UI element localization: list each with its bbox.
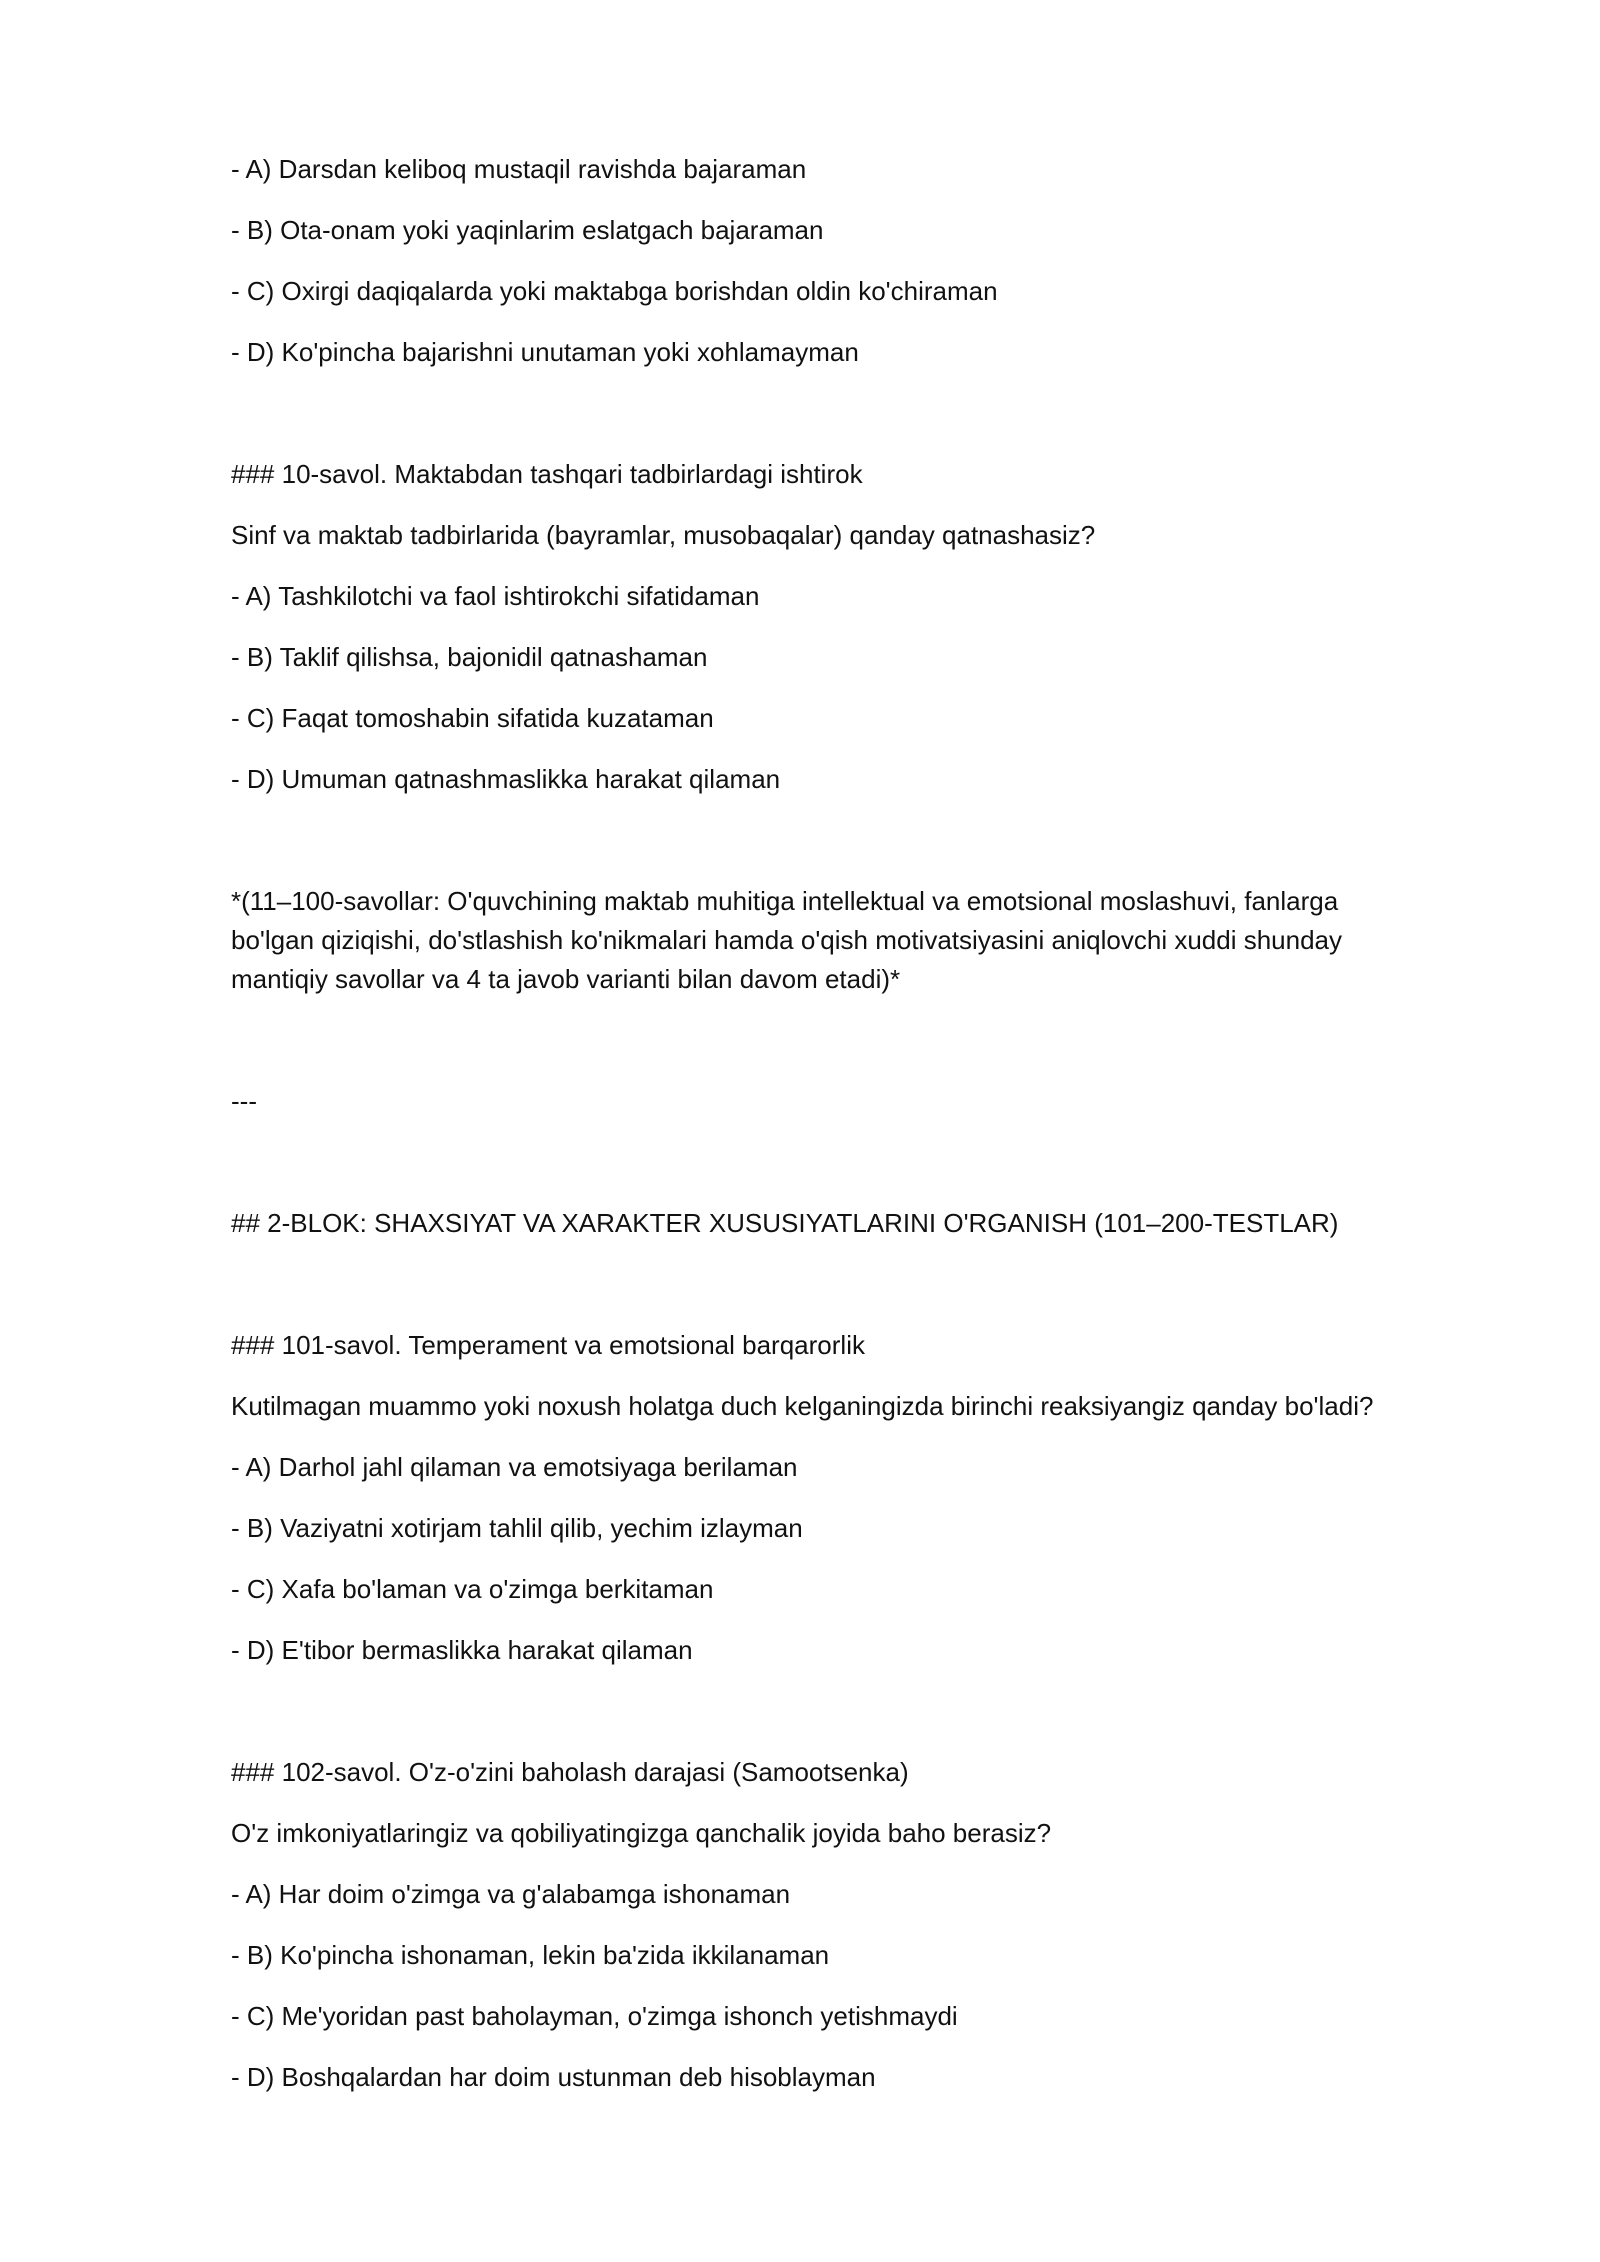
question-heading: ### 102-savol. O'z-o'zini baholash darajasi (Samootsenka) bbox=[231, 1757, 909, 1787]
answer-option-b: - B) Ota-onam yoki yaqinlarim eslatgach bajaraman bbox=[231, 215, 824, 245]
answer-option-b: - B) Ko'pincha ishonaman, lekin ba'zida ikkilanaman bbox=[231, 1940, 830, 1970]
question-text: Sinf va maktab tadbirlarida (bayramlar, musobaqalar) qanday qatnashasiz? bbox=[231, 520, 1096, 550]
question-102 bbox=[231, 1753, 1431, 2097]
answer-option-d: - D) Ko'pincha bajarishni unutaman yoki xohlamayman bbox=[231, 337, 859, 367]
answer-option-b: - B) Vaziyatni xotirjam tahlil qilib, yechim izlayman bbox=[231, 1513, 803, 1543]
question-9-options bbox=[231, 150, 1431, 372]
spacer bbox=[231, 1021, 1431, 1082]
answer-option-d: - D) E'tibor bermaslikka harakat qilaman bbox=[231, 1635, 693, 1665]
spacer bbox=[231, 1692, 1431, 1753]
spacer bbox=[231, 1143, 1431, 1204]
question-heading: ### 10-savol. Maktabdan tashqari tadbirlardagi ishtirok bbox=[231, 459, 863, 489]
question-heading: ### 101-savol. Temperament va emotsional barqarorlik bbox=[231, 1330, 865, 1360]
question-text: Kutilmagan muammo yoki noxush holatga duch kelganingizda birinchi reaksiyangiz qanday bo'ladi? bbox=[231, 1391, 1374, 1421]
answer-option-d: - D) Umuman qatnashmaslikka harakat qilaman bbox=[231, 764, 781, 794]
answer-option-c: - C) Me'yoridan past baholayman, o'zimga ishonch yetishmaydi bbox=[231, 2001, 958, 2031]
block-heading: ## 2-BLOK: SHAXSIYAT VA XARAKTER XUSUSIYATLARINI O'RGANISH (101–200-TESTLAR) bbox=[231, 1208, 1339, 1238]
document-page bbox=[231, 150, 1431, 2119]
answer-option-d: - D) Boshqalardan har doim ustunman deb hisoblayman bbox=[231, 2062, 876, 2092]
answer-option-c: - C) Faqat tomoshabin sifatida kuzataman bbox=[231, 703, 714, 733]
continuation-note: *(11–100-savollar: O'quvchining maktab muhitiga intellektual va emotsional moslashuvi, fanlarga bo'lgan qiziqishi, do'stlashish ko'nikmalari hamda o'qish motivatsiyasini aniqlovchi xuddi shunday mantiqiy savollar va 4 ta javob varianti bilan davom etadi)* bbox=[231, 886, 1343, 994]
answer-option-b: - B) Taklif qilishsa, bajonidil qatnashaman bbox=[231, 642, 708, 672]
answer-option-c: - C) Oxirgi daqiqalarda yoki maktabga borishdan oldin ko'chiraman bbox=[231, 276, 998, 306]
spacer bbox=[231, 821, 1431, 882]
question-10 bbox=[231, 455, 1431, 799]
question-text: O'z imkoniyatlaringiz va qobiliyatingizga qanchalik joyida baho berasiz? bbox=[231, 1818, 1052, 1848]
answer-option-a: - A) Darhol jahl qilaman va emotsiyaga berilaman bbox=[231, 1452, 798, 1482]
answer-option-a: - A) Darsdan keliboq mustaqil ravishda bajaraman bbox=[231, 154, 807, 184]
section-separator: --- bbox=[231, 1086, 257, 1116]
answer-option-a: - A) Har doim o'zimga va g'alabamga ishonaman bbox=[231, 1879, 791, 1909]
question-101 bbox=[231, 1326, 1431, 1670]
answer-option-c: - C) Xafa bo'laman va o'zimga berkitaman bbox=[231, 1574, 714, 1604]
answer-option-a: - A) Tashkilotchi va faol ishtirokchi sifatidaman bbox=[231, 581, 760, 611]
spacer bbox=[231, 394, 1431, 455]
spacer bbox=[231, 1265, 1431, 1326]
